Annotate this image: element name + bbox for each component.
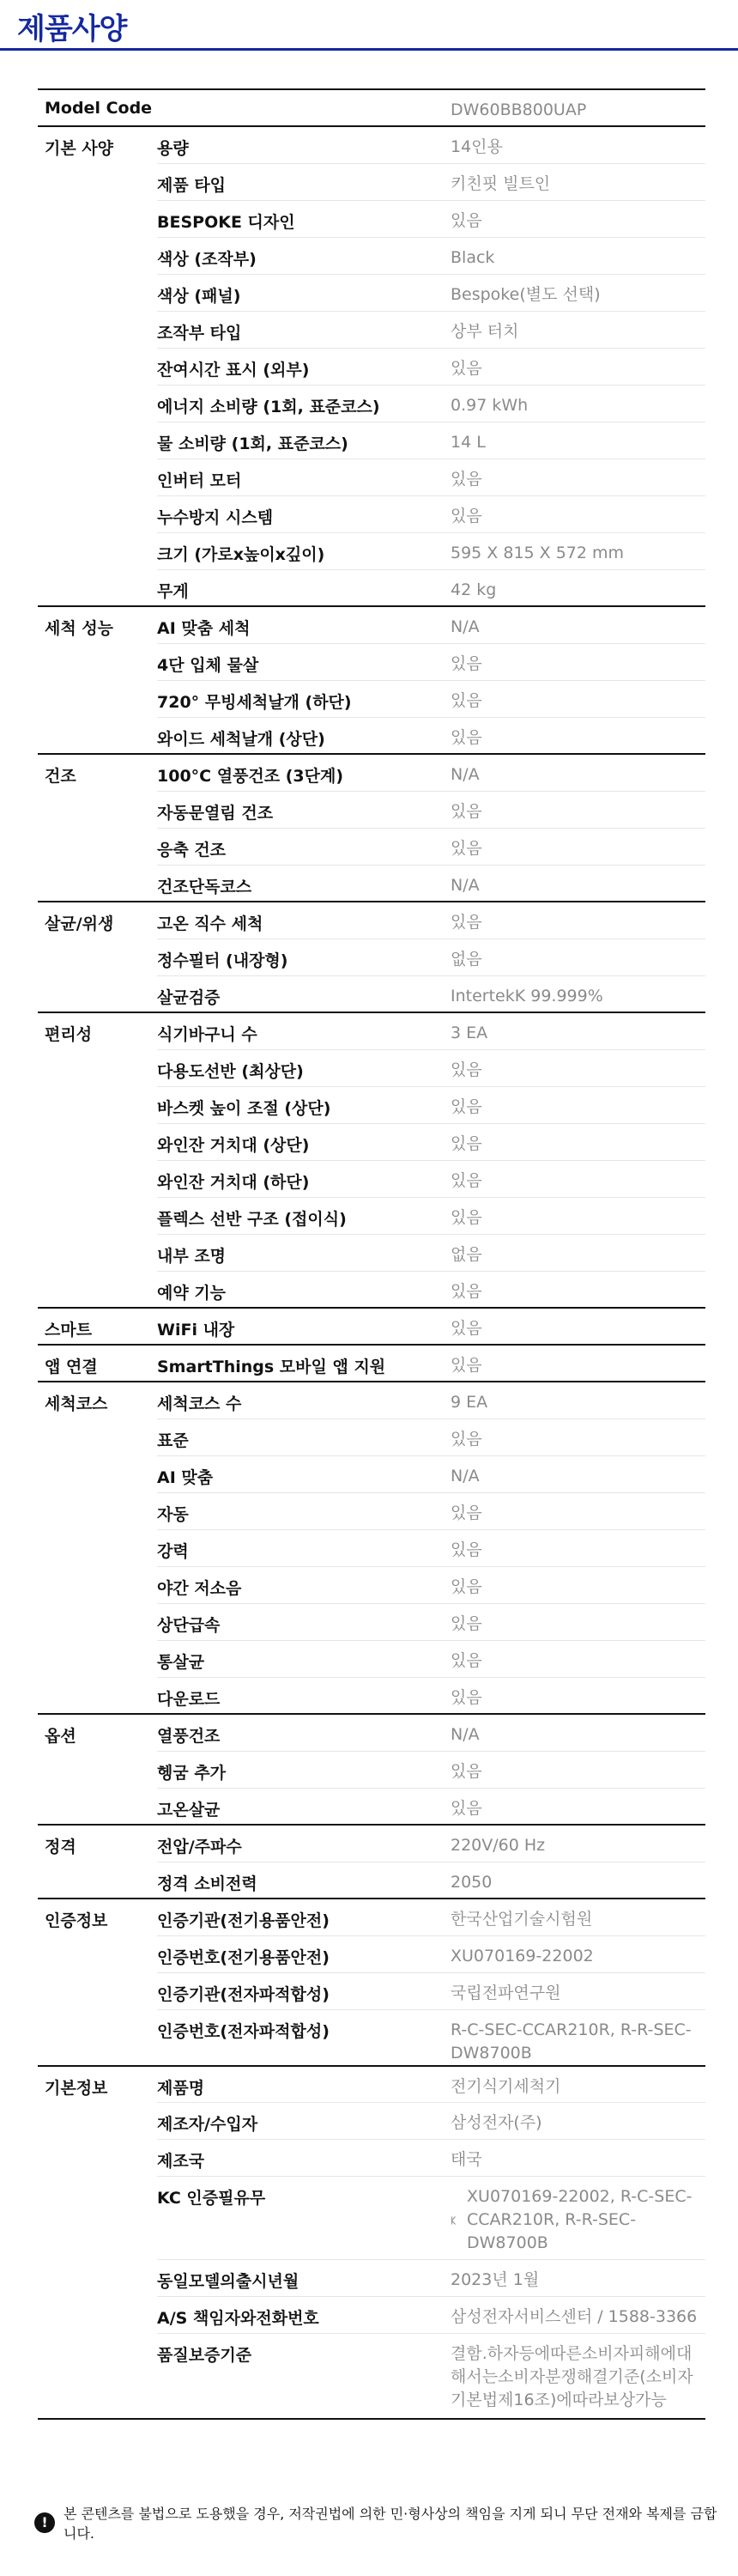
spec-value: 없음 xyxy=(437,1234,705,1271)
spec-category: Model Code xyxy=(38,89,157,126)
spec-value: 결함.하자등에따른소비자피해에대해서는소비자분쟁해결기준(소비자기본법제16조)에따라보상가능 xyxy=(437,2334,705,2419)
spec-row xyxy=(38,939,705,975)
spec-label: 색상 (패널) xyxy=(157,274,437,311)
spec-category xyxy=(38,1751,157,1788)
spec-value: Bespoke(별도 선택) xyxy=(437,274,705,311)
spec-category xyxy=(38,975,157,1012)
spec-label: 품질보증기준 xyxy=(157,2334,437,2419)
spec-category xyxy=(38,1086,157,1123)
spec-category xyxy=(38,1603,157,1640)
spec-category xyxy=(38,1788,157,1825)
spec-label: 인증기관(전기용품안전) xyxy=(157,1899,437,1935)
spec-label: 통살균 xyxy=(157,1640,437,1677)
spec-value: N/A xyxy=(437,754,705,791)
spec-label: 세척코스 수 xyxy=(157,1382,437,1419)
kc-value-text: XU070169-22002, R-C-SEC-CCAR210R, R-R-SEC-DW8700B xyxy=(467,2187,693,2252)
spec-label: 잔여시간 표시 (외부) xyxy=(157,348,437,385)
spec-category xyxy=(38,422,157,459)
spec-value: XU070169-22002 xyxy=(437,1935,705,1972)
spec-row xyxy=(38,1086,705,1123)
spec-category xyxy=(38,569,157,606)
spec-row xyxy=(38,163,705,200)
spec-category: 앱 연결 xyxy=(38,1345,157,1382)
spec-value: 상부 터치 xyxy=(437,311,705,348)
spec-row xyxy=(38,1825,705,1862)
spec-table xyxy=(38,88,705,2420)
spec-row xyxy=(38,532,705,569)
spec-row xyxy=(38,2103,705,2140)
spec-label: AI 맞춤 세척 xyxy=(157,606,437,643)
spec-label: 색상 (조작부) xyxy=(157,237,437,274)
spec-label: 용량 xyxy=(157,126,437,163)
spec-label: BESPOKE 디자인 xyxy=(157,200,437,237)
spec-category xyxy=(38,828,157,865)
spec-row xyxy=(38,1455,705,1492)
spec-value: 있음 xyxy=(437,1419,705,1455)
spec-category xyxy=(38,163,157,200)
spec-label: 100°C 열풍건조 (3단계) xyxy=(157,754,437,791)
spec-value: DW60BB800UAP xyxy=(437,89,705,126)
spec-row xyxy=(38,89,705,126)
spec-value: 14 L xyxy=(437,422,705,459)
spec-label: 720° 무빙세척날개 (하단) xyxy=(157,680,437,717)
spec-label: 다용도선반 (최상단) xyxy=(157,1049,437,1086)
spec-row xyxy=(38,1972,705,2009)
spec-row xyxy=(38,1012,705,1049)
spec-label: 내부 조명 xyxy=(157,1234,437,1271)
spec-value: 있음 xyxy=(437,1566,705,1603)
spec-label: 크기 (가로x높이x깊이) xyxy=(157,532,437,569)
spec-category: 편리성 xyxy=(38,1012,157,1049)
spec-label: WiFi 내장 xyxy=(157,1308,437,1345)
title-bar xyxy=(0,0,738,51)
spec-row xyxy=(38,274,705,311)
spec-value: 14인용 xyxy=(437,126,705,163)
spec-value: 2050 xyxy=(437,1862,705,1899)
spec-value: 있음 xyxy=(437,1049,705,1086)
spec-value: 있음 xyxy=(437,1529,705,1566)
spec-category xyxy=(38,791,157,828)
spec-value: N/A xyxy=(437,865,705,902)
spec-category xyxy=(38,1566,157,1603)
spec-row xyxy=(38,791,705,828)
spec-label: 예약 기능 xyxy=(157,1271,437,1308)
spec-value: 42 kg xyxy=(437,569,705,606)
spec-category xyxy=(38,532,157,569)
spec-label: 에너지 소비량 (1회, 표준코스) xyxy=(157,385,437,422)
spec-label: 다운로드 xyxy=(157,1677,437,1714)
spec-row xyxy=(38,828,705,865)
spec-category xyxy=(38,865,157,902)
spec-label: 고온 직수 세척 xyxy=(157,902,437,939)
spec-category xyxy=(38,2297,157,2334)
spec-category: 정격 xyxy=(38,1825,157,1862)
spec-category xyxy=(38,274,157,311)
spec-row xyxy=(38,1788,705,1825)
spec-category xyxy=(38,1640,157,1677)
spec-value: 있음 xyxy=(437,1086,705,1123)
spec-category: 기본정보 xyxy=(38,2066,157,2103)
spec-value: N/A xyxy=(437,606,705,643)
spec-label: 표준 xyxy=(157,1419,437,1455)
spec-label: 제조자/수입자 xyxy=(157,2103,437,2140)
spec-category xyxy=(38,1123,157,1160)
spec-row xyxy=(38,1862,705,1899)
spec-label: 건조단독코스 xyxy=(157,865,437,902)
spec-label: 자동 xyxy=(157,1492,437,1529)
spec-value: 있음 xyxy=(437,1197,705,1234)
spec-row xyxy=(38,237,705,274)
page-title: 제품사양 xyxy=(17,12,127,46)
spec-row xyxy=(38,680,705,717)
spec-row xyxy=(38,311,705,348)
spec-category xyxy=(38,1529,157,1566)
spec-value: 595 X 815 X 572 mm xyxy=(437,532,705,569)
spec-category: 살균/위생 xyxy=(38,902,157,939)
spec-label: 제조국 xyxy=(157,2140,437,2177)
spec-row xyxy=(38,495,705,532)
spec-value: 있음 xyxy=(437,1677,705,1714)
spec-category xyxy=(38,1677,157,1714)
spec-value: 있음 xyxy=(437,1751,705,1788)
spec-label: 누수방지 시스템 xyxy=(157,495,437,532)
spec-label: 인증번호(전자파적합성) xyxy=(157,2009,437,2066)
spec-category: 인증정보 xyxy=(38,1899,157,1935)
spec-row xyxy=(38,385,705,422)
exclamation-icon: ! xyxy=(34,2512,55,2533)
kc-certification-mark-icon xyxy=(451,2211,457,2230)
spec-label: 제품 타입 xyxy=(157,163,437,200)
spec-value: 있음 xyxy=(437,348,705,385)
spec-row xyxy=(38,1492,705,1529)
spec-label: 자동문열림 건조 xyxy=(157,791,437,828)
spec-row xyxy=(38,1234,705,1271)
spec-category xyxy=(38,495,157,532)
spec-category xyxy=(38,348,157,385)
spec-category xyxy=(38,1972,157,2009)
spec-value: 있음 xyxy=(437,1160,705,1197)
spec-category: 건조 xyxy=(38,754,157,791)
spec-value: 있음 xyxy=(437,1640,705,1677)
spec-row xyxy=(38,754,705,791)
spec-row xyxy=(38,1160,705,1197)
spec-row xyxy=(38,1751,705,1788)
spec-row xyxy=(38,606,705,643)
spec-value: 있음 xyxy=(437,495,705,532)
spec-category xyxy=(38,643,157,680)
spec-category xyxy=(38,1271,157,1308)
spec-label: A/S 책임자와전화번호 xyxy=(157,2297,437,2334)
spec-row xyxy=(38,2140,705,2177)
spec-row xyxy=(38,1419,705,1455)
spec-value: 있음 xyxy=(437,459,705,495)
spec-label: 식기바구니 수 xyxy=(157,1012,437,1049)
spec-label: 제품명 xyxy=(157,2066,437,2103)
spec-row xyxy=(38,865,705,902)
spec-row xyxy=(38,459,705,495)
spec-category xyxy=(38,1455,157,1492)
spec-category: 기본 사양 xyxy=(38,126,157,163)
spec-category xyxy=(38,2103,157,2140)
spec-category xyxy=(38,459,157,495)
spec-row xyxy=(38,1197,705,1234)
spec-row xyxy=(38,1529,705,1566)
spec-value: 있음 xyxy=(437,1492,705,1529)
spec-category: 세척코스 xyxy=(38,1382,157,1419)
spec-value: 있음 xyxy=(437,1603,705,1640)
spec-row xyxy=(38,643,705,680)
spec-value: 전기식기세척기 xyxy=(437,2066,705,2103)
spec-label: 정격 소비전력 xyxy=(157,1862,437,1899)
spec-label: 플렉스 선반 구조 (접이식) xyxy=(157,1197,437,1234)
spec-category xyxy=(38,237,157,274)
spec-category xyxy=(38,1419,157,1455)
spec-value: R-C-SEC-CCAR210R, R-R-SEC-DW8700B xyxy=(437,2009,705,2066)
spec-category: 세척 성능 xyxy=(38,606,157,643)
spec-row xyxy=(38,1714,705,1751)
spec-category xyxy=(38,2177,157,2260)
spec-row xyxy=(38,1640,705,1677)
spec-value: 있음 xyxy=(437,828,705,865)
spec-value: 국립전파연구원 xyxy=(437,1972,705,2009)
spec-category xyxy=(38,1935,157,1972)
spec-row xyxy=(38,348,705,385)
spec-row xyxy=(38,2066,705,2103)
spec-label: 상단급속 xyxy=(157,1603,437,1640)
spec-row xyxy=(38,1049,705,1086)
spec-label: 정수필터 (내장형) xyxy=(157,939,437,975)
spec-label: 동일모델의출시년월 xyxy=(157,2260,437,2297)
spec-category xyxy=(38,1234,157,1271)
spec-label: 바스켓 높이 조절 (상단) xyxy=(157,1086,437,1123)
spec-category xyxy=(38,1197,157,1234)
spec-value: 한국산업기술시험원 xyxy=(437,1899,705,1935)
spec-label: 전압/주파수 xyxy=(157,1825,437,1862)
spec-row xyxy=(38,126,705,163)
spec-category: 옵션 xyxy=(38,1714,157,1751)
spec-label: 와이드 세척날개 (상단) xyxy=(157,717,437,754)
spec-value: 삼성전자서비스센터 / 1588-3366 xyxy=(437,2297,705,2334)
spec-value: 있음 xyxy=(437,902,705,939)
spec-value: 있음 xyxy=(437,680,705,717)
spec-row xyxy=(38,2009,705,2066)
spec-category xyxy=(38,385,157,422)
spec-value: 있음 xyxy=(437,1345,705,1382)
spec-label: 응축 건조 xyxy=(157,828,437,865)
spec-row xyxy=(38,2297,705,2334)
spec-category xyxy=(38,2260,157,2297)
spec-category xyxy=(38,680,157,717)
spec-label: 와인잔 거치대 (하단) xyxy=(157,1160,437,1197)
spec-value: Black xyxy=(437,237,705,274)
spec-value: 있음 xyxy=(437,643,705,680)
spec-label: 살균검증 xyxy=(157,975,437,1012)
spec-label: 인버터 모터 xyxy=(157,459,437,495)
spec-value: 있음 xyxy=(437,1123,705,1160)
spec-category xyxy=(38,1160,157,1197)
spec-label: 인증번호(전기용품안전) xyxy=(157,1935,437,1972)
spec-category xyxy=(38,717,157,754)
spec-category xyxy=(38,1492,157,1529)
spec-row xyxy=(38,975,705,1012)
spec-label: AI 맞춤 xyxy=(157,1455,437,1492)
spec-value: 없음 xyxy=(437,939,705,975)
spec-category xyxy=(38,2009,157,2066)
spec-value: 있음 xyxy=(437,717,705,754)
spec-value: 2023년 1월 xyxy=(437,2260,705,2297)
spec-row xyxy=(38,422,705,459)
spec-label xyxy=(157,89,437,126)
spec-label: 열풍건조 xyxy=(157,1714,437,1751)
spec-category xyxy=(38,311,157,348)
spec-label: 인증기관(전자파적합성) xyxy=(157,1972,437,2009)
spec-row xyxy=(38,1271,705,1308)
spec-row xyxy=(38,1382,705,1419)
spec-row xyxy=(38,902,705,939)
spec-value: 삼성전자(주) xyxy=(437,2103,705,2140)
spec-category xyxy=(38,200,157,237)
spec-value: 있음 xyxy=(437,1788,705,1825)
spec-value: 있음 xyxy=(437,791,705,828)
spec-row xyxy=(38,2260,705,2297)
spec-label: 무게 xyxy=(157,569,437,606)
spec-row xyxy=(38,1345,705,1382)
spec-row xyxy=(38,1899,705,1935)
spec-label: 헹굼 추가 xyxy=(157,1751,437,1788)
spec-row xyxy=(38,1603,705,1640)
spec-label: 와인잔 거치대 (상단) xyxy=(157,1123,437,1160)
spec-label: KC 인증필유무 xyxy=(157,2177,437,2260)
spec-label: 고온살균 xyxy=(157,1788,437,1825)
spec-value: 태국 xyxy=(437,2140,705,2177)
spec-value: 키친핏 빌트인 xyxy=(437,163,705,200)
spec-row xyxy=(38,1123,705,1160)
spec-row xyxy=(38,1677,705,1714)
spec-value: N/A xyxy=(437,1714,705,1751)
spec-label: 조작부 타입 xyxy=(157,311,437,348)
spec-label: 야간 저소음 xyxy=(157,1566,437,1603)
spec-label: 물 소비량 (1회, 표준코스) xyxy=(157,422,437,459)
spec-row xyxy=(38,2177,705,2260)
spec-value: 있음 xyxy=(437,1271,705,1308)
spec-row xyxy=(38,1308,705,1345)
spec-value: 0.97 kWh xyxy=(437,385,705,422)
spec-category: 스마트 xyxy=(38,1308,157,1345)
spec-value: 있음 xyxy=(437,200,705,237)
spec-row xyxy=(38,200,705,237)
spec-category xyxy=(38,2334,157,2419)
spec-row xyxy=(38,569,705,606)
spec-value xyxy=(437,2177,705,2260)
copyright-notice xyxy=(34,2506,721,2542)
spec-row xyxy=(38,1566,705,1603)
spec-value: 9 EA xyxy=(437,1382,705,1419)
spec-row xyxy=(38,717,705,754)
spec-value: 있음 xyxy=(437,1308,705,1345)
spec-value: 3 EA xyxy=(437,1012,705,1049)
spec-row xyxy=(38,2334,705,2419)
spec-category xyxy=(38,1862,157,1899)
spec-label: SmartThings 모바일 앱 지원 xyxy=(157,1345,437,1382)
spec-value: N/A xyxy=(437,1455,705,1492)
spec-value: IntertekK 99.999% xyxy=(437,975,705,1012)
spec-category xyxy=(38,939,157,975)
spec-category xyxy=(38,2140,157,2177)
notice-text: 본 콘텐츠를 불법으로 도용했을 경우, 저작권법에 의한 민·형사상의 책임을 지게 되니 무단 전재와 복제를 금합니다. xyxy=(64,2506,717,2542)
spec-value: 220V/60 Hz xyxy=(437,1825,705,1862)
spec-category xyxy=(38,1049,157,1086)
spec-label: 4단 입체 물살 xyxy=(157,643,437,680)
spec-row xyxy=(38,1935,705,1972)
spec-label: 강력 xyxy=(157,1529,437,1566)
